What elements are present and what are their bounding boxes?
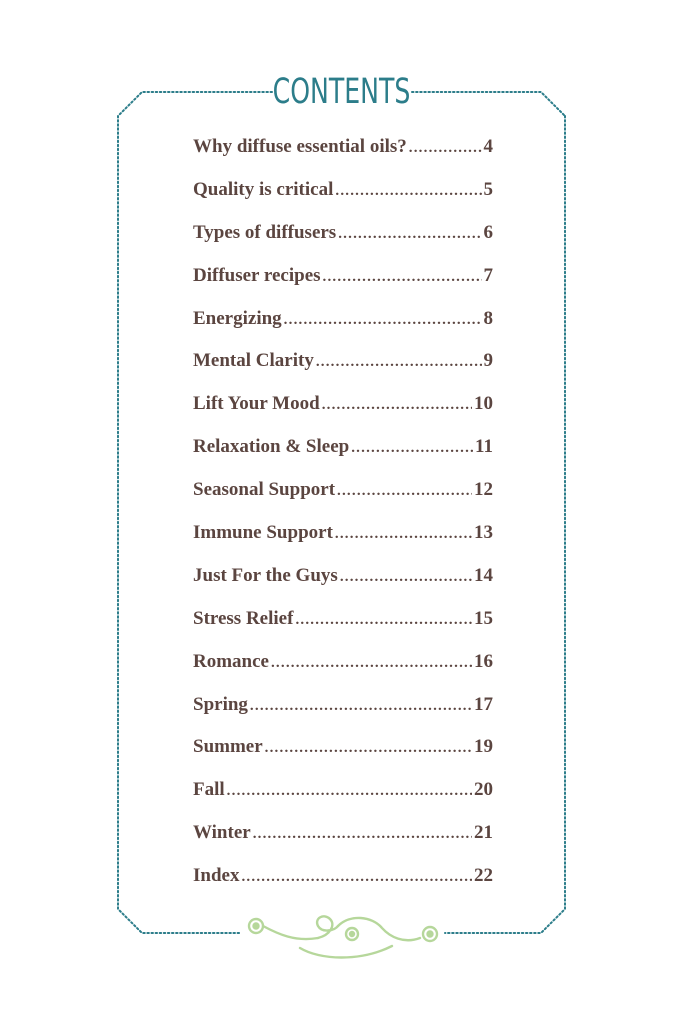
toc-entry-title: Why diffuse essential oils? [193,136,407,157]
dot-leader [265,740,472,757]
toc-entry-page-number: 9 [483,350,493,372]
toc-entry[interactable] [193,522,493,565]
toc-entry-page-number: 8 [483,307,493,329]
toc-entry[interactable] [193,651,493,694]
toc-entry[interactable] [193,265,493,308]
dot-leader [253,826,472,843]
toc-entry-title: Fall [193,779,225,801]
toc-entry-page-number: 13 [474,522,493,544]
toc-entry-title: Relaxation & Sleep [193,436,350,458]
toc-entry-page-number: 22 [474,865,493,887]
dot-leader [323,269,482,286]
toc-entry[interactable] [193,479,493,522]
toc-entry-title: Winter [193,822,251,844]
toc-entry-page-number: 11 [475,436,493,458]
dot-leader [338,226,481,243]
toc-entry-page-number: 17 [474,693,493,715]
dot-leader [241,869,472,886]
toc-entry-title: Stress Relief [193,607,294,629]
toc-entry[interactable] [193,350,493,393]
toc-entry-page-number: 12 [474,479,493,501]
toc-entry-title: Mental Clarity [193,350,314,372]
dot-leader [271,655,472,672]
toc-entry-title: Quality is critical [193,178,334,200]
toc-entry[interactable] [193,436,493,479]
toc-entry-page-number: 5 [483,178,493,200]
toc-entry-title: Energizing [193,307,282,329]
flourish-ornament [249,916,437,957]
toc-entry[interactable] [193,308,493,351]
toc-entry[interactable] [193,694,493,737]
toc-entry-title: Types of diffusers [193,221,337,243]
dot-leader [409,140,482,157]
dot-leader [250,698,472,715]
dot-leader [335,526,472,543]
dot-leader [335,183,481,200]
toc-entry-title: Lift Your Mood [193,393,320,415]
toc-entry-page-number: 14 [474,564,493,586]
dot-leader [351,440,473,457]
dot-leader [337,483,472,500]
toc-entry[interactable] [193,608,493,651]
toc-entry-page-number: 15 [474,607,493,629]
dot-leader [316,354,482,371]
toc-entry-page-number: 4 [483,136,493,157]
toc-entry[interactable] [193,393,493,436]
dot-leader [284,312,482,329]
toc-entry-page-number: 10 [474,393,493,415]
toc-entry[interactable] [193,222,493,265]
toc-entry-page-number: 6 [483,221,493,243]
toc-entry-page-number: 16 [474,650,493,672]
toc-entry-title: Seasonal Support [193,479,336,501]
toc-entry-page-number: 21 [474,822,493,844]
table-of-contents [193,136,493,908]
dot-leader [322,397,472,414]
dot-leader [340,569,472,586]
toc-entry-title: Romance [193,650,269,672]
toc-entry[interactable] [193,736,493,779]
page-title: CONTENTS [272,72,411,112]
toc-entry[interactable] [193,565,493,608]
toc-entry-title: Immune Support [193,522,333,544]
toc-entry[interactable] [193,865,493,908]
dot-leader [227,783,472,800]
toc-entry-page-number: 7 [483,264,493,286]
toc-entry-title: Index [193,865,240,887]
toc-entry-title: Spring [193,693,248,715]
toc-entry-title: Just For the Guys [193,564,338,586]
toc-entry-page-number: 20 [474,779,493,801]
toc-entry-page-number: 19 [474,736,493,758]
toc-entry[interactable] [193,136,493,179]
dot-leader [295,612,472,629]
toc-entry-title: Summer [193,736,263,758]
toc-entry[interactable] [193,779,493,822]
toc-entry[interactable] [193,179,493,222]
toc-entry[interactable] [193,822,493,865]
toc-entry-title: Diffuser recipes [193,264,321,286]
